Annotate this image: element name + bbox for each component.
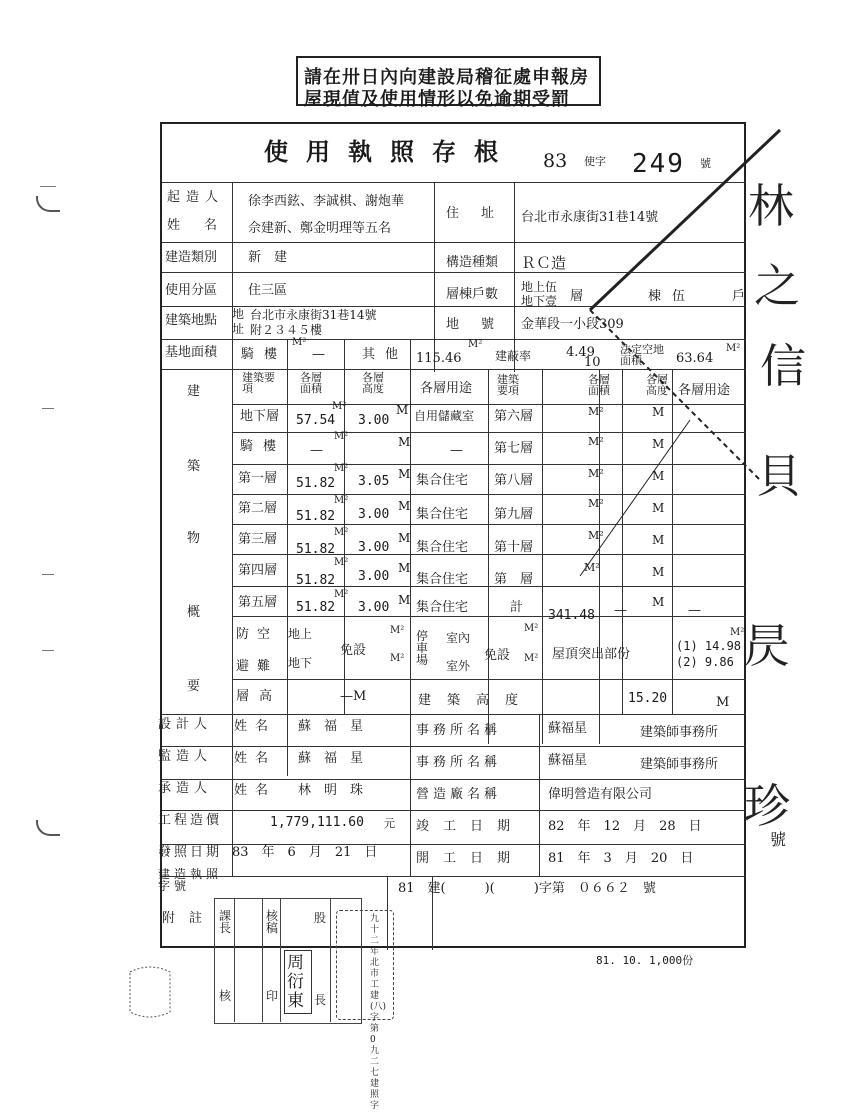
site-1: 台北市永康街31巷14號 — [250, 308, 377, 322]
diagonal-slash — [580, 420, 690, 579]
label-company: 營造廠名稱 — [416, 787, 502, 802]
roof-2: (2) 9.86 — [676, 655, 734, 669]
dash: — — [688, 603, 701, 618]
park-value: 免設 — [484, 648, 511, 663]
bldg-height: 15.20 — [628, 691, 668, 706]
f1-height: 3.05 — [358, 474, 390, 489]
cost-yuan: 元 — [384, 817, 395, 830]
signoff-approve: 核 — [219, 989, 232, 1003]
unit-m: M — [652, 565, 665, 579]
unit-m: M — [398, 435, 411, 449]
label-issue-date: 發照日期 — [158, 845, 223, 860]
label-office: 事務所名稱 — [416, 723, 502, 738]
label-build-type: 建造類別 — [165, 250, 218, 265]
label-roof: 屋頂突出部份 — [552, 647, 631, 662]
label-items-1: 建 — [187, 384, 201, 399]
label-name: 姓名 — [234, 719, 277, 734]
header-use-right: 各層用途 — [678, 383, 731, 398]
unit-m2: M² — [334, 557, 349, 568]
floors-wu: 伍 — [672, 289, 686, 304]
chief-seal-name: 周衍東 — [287, 953, 304, 1011]
f4-area: 51.82 — [296, 573, 336, 588]
applicant-names-1: 徐李西鉉、李誠棋、謝炮華 — [248, 194, 405, 209]
label-open-space: 法定空地面積 — [620, 343, 664, 367]
unit-m2: M² — [588, 405, 604, 418]
lot: 金華段一小段309 — [521, 317, 624, 332]
unit-m2: M² — [334, 527, 349, 538]
floors-dong: 棟 — [648, 289, 662, 304]
row-f7: 第七層 — [494, 441, 534, 456]
row-basement: 地下層 — [240, 409, 280, 424]
build-type: 新 建 — [248, 250, 288, 265]
coverage-2: 10 — [584, 355, 601, 370]
unit-m2: M² — [588, 497, 604, 510]
row-arcade: 騎樓 — [240, 439, 287, 454]
roof-1: (1) 14.98 — [676, 639, 742, 653]
completion-date: 82 年 12 月 28 日 — [548, 819, 702, 834]
unit-m: M — [398, 561, 411, 575]
unit-m2: M² — [334, 431, 349, 442]
label-start: 開工日期 — [416, 851, 525, 866]
signoff-print: 印 — [266, 989, 279, 1003]
unit-m: M — [652, 437, 665, 451]
form-footer: 81. 10. 1,000份 — [596, 954, 694, 967]
label-air-raid-2: 避難 — [236, 659, 279, 674]
unit-m: M — [652, 595, 665, 609]
zone: 住三區 — [248, 283, 288, 298]
unit-m2: M² — [730, 627, 745, 638]
supervisor-office-suffix: 建築師事務所 — [640, 757, 719, 772]
row-f9: 第九層 — [494, 507, 534, 522]
f5-height: 3.00 — [358, 600, 390, 615]
label-land-area: 基地面積 — [165, 345, 218, 360]
arcade-use: — — [450, 443, 463, 458]
row-f10: 第十層 — [494, 540, 534, 555]
label-coverage: 建蔽率 — [495, 349, 532, 363]
cost: 1,779,111.60 — [270, 815, 364, 830]
label-air-raid-1: 防空 — [236, 627, 279, 642]
label-bldg-height: 建築高度 — [418, 693, 535, 708]
unit-m2: M² — [334, 589, 349, 600]
arcade-value: — — [312, 347, 325, 362]
label-applicant-1: 起造人 — [167, 190, 225, 205]
start-date: 81 年 3 月 20 日 — [548, 851, 694, 866]
f2-use: 集合住宅 — [416, 507, 469, 522]
unit-m: M — [398, 531, 411, 545]
row-f4: 第四層 — [238, 563, 278, 578]
label-site: 建築地點 — [165, 313, 218, 328]
label-storey-height: 層高 — [236, 689, 283, 704]
unit-m2: M² — [390, 625, 405, 636]
dash: — — [614, 603, 627, 618]
floors-hu: 戶 — [732, 289, 746, 304]
handwriting-6: 號 — [770, 830, 787, 849]
label-completion: 竣工日期 — [416, 819, 525, 834]
handwriting-5: 珍 — [744, 779, 790, 833]
signoff-chief: 長 — [314, 993, 327, 1007]
designer-office-suffix: 建築師事務所 — [640, 725, 719, 740]
contractor-name: 林 明 珠 — [298, 783, 364, 798]
label-applicant-2: 姓名 — [167, 218, 242, 233]
unit-m2: M² — [390, 653, 405, 664]
label-office: 事務所名稱 — [416, 755, 502, 770]
handwriting-7: 昃 — [744, 619, 790, 673]
handwriting-4: 貝 — [756, 449, 802, 503]
unit-m: M — [652, 533, 665, 547]
coverage: 4.49 — [566, 345, 595, 360]
supervisor-name: 蘇 福 星 — [298, 751, 364, 766]
unit-m2: M² — [334, 495, 349, 506]
punch-tick — [42, 574, 54, 575]
label-structure: 構造種類 — [446, 255, 499, 270]
label-other: 其他 — [362, 347, 409, 362]
total-area: 341.48 — [548, 608, 595, 623]
address: 台北市永康街31巷14號 — [521, 210, 659, 225]
label-items-4: 概 — [187, 605, 201, 620]
label-outdoor: 室外 — [446, 659, 471, 673]
diagonal-slash — [590, 130, 780, 310]
punch-tick — [40, 186, 56, 187]
unit-m: M — [396, 403, 409, 417]
designer-name: 蘇 福 星 — [298, 719, 364, 734]
unit-m2: M² — [588, 529, 604, 542]
unit-m2: M² — [524, 653, 539, 664]
unit-m2: M² — [332, 401, 347, 412]
designer-office: 蘇福星 — [548, 721, 588, 736]
row-fn: 第 層 — [494, 572, 534, 587]
permit-number: 249 — [632, 149, 685, 179]
f5-area: 51.82 — [296, 600, 336, 615]
floors-below: 地下壹 — [521, 294, 558, 308]
unit-m: M — [398, 593, 411, 607]
header-height-right: 各層高度 — [646, 373, 668, 397]
permit-hao: 號 — [700, 157, 711, 170]
site-2: 附２３４５樓 — [250, 323, 323, 337]
label-lot: 地號 — [446, 317, 517, 332]
issue-date: 83 年 6 月 21 日 — [232, 845, 378, 860]
header-height: 各層高度 — [362, 371, 384, 395]
site-di: 地 — [232, 307, 245, 321]
f3-use: 集合住宅 — [416, 540, 469, 555]
basement-height: 3.00 — [358, 413, 390, 428]
row-total: 計 — [510, 600, 524, 615]
supervisor-office: 蘇福星 — [548, 753, 588, 768]
structure: ＲＣ造 — [521, 254, 567, 272]
label-designer: 設計人 — [158, 717, 213, 732]
handwriting-1: 林 — [748, 179, 794, 233]
notice-line-1: 請在卅日內向建設局稽征處申報房 — [304, 67, 589, 88]
unit-m2: M² — [726, 343, 741, 354]
site-zhi: 址 — [232, 322, 245, 336]
floors-above: 地上伍 — [521, 280, 558, 294]
label-floors-units: 層棟戶數 — [446, 287, 499, 302]
label-items-3: 物 — [187, 531, 201, 546]
stray-stamp — [130, 967, 170, 1017]
label-indoor: 室內 — [446, 631, 471, 645]
date-stamp-text: 九十二年 北市工建(八)字第0九二七建照字 — [370, 914, 387, 1111]
row-f2: 第二層 — [238, 501, 278, 516]
f5-use: 集合住宅 — [416, 600, 469, 615]
open-space: 63.64 — [676, 351, 714, 366]
f2-area: 51.82 — [296, 509, 336, 524]
header-items-right: 建築要項 — [497, 373, 519, 397]
row-f3: 第三層 — [238, 532, 278, 547]
floors-ceng: 層 — [570, 289, 584, 304]
header-items: 建築要項 — [242, 371, 275, 395]
permit-ref: 81 建( )( )字第 ０６６２ 號 — [398, 881, 656, 896]
row-f1: 第一層 — [238, 471, 278, 486]
signoff-unit: 股 — [314, 911, 327, 925]
label-items-5: 要 — [187, 679, 201, 694]
unit-m2: M² — [588, 467, 604, 480]
label-parking: 停車場 — [416, 629, 429, 667]
arcade-area: — — [310, 443, 323, 458]
unit-m2: M² — [584, 561, 600, 574]
header-use: 各層用途 — [420, 381, 473, 396]
row-f5: 第五層 — [238, 595, 278, 610]
air-above: 地上 — [288, 627, 313, 641]
unit-m2: M² — [524, 623, 539, 634]
basement-area: 57.54 — [296, 413, 336, 428]
f3-height: 3.00 — [358, 540, 390, 555]
label-cost: 工程造價 — [158, 813, 223, 828]
punch-tick — [42, 650, 54, 651]
label-items-2: 築 — [187, 459, 201, 474]
storey-height: —M — [340, 689, 367, 704]
permit-year: 83 — [543, 150, 568, 172]
diagonal-slash — [590, 310, 760, 483]
air-value: 免設 — [340, 643, 367, 658]
signoff-label-1: 課長 — [219, 909, 232, 935]
label-supervisor: 監造人 — [158, 749, 213, 764]
header-area: 各層面積 — [300, 371, 322, 395]
label-contractor: 承造人 — [158, 781, 213, 796]
basement-use: 自用儲藏室 — [414, 409, 475, 423]
row-f8: 第八層 — [494, 473, 534, 488]
unit-m2: M² — [334, 463, 349, 474]
header-area-right: 各層面積 — [588, 373, 610, 397]
label-zone: 使用分區 — [165, 283, 218, 298]
unit-m2: M² — [588, 435, 604, 448]
notice-line-2: 屋現值及使用情形以免逾期受罰 — [304, 89, 570, 110]
f3-area: 51.82 — [296, 542, 336, 557]
unit-m: M — [398, 467, 411, 481]
unit-m: M — [398, 499, 411, 513]
f2-height: 3.00 — [358, 507, 390, 522]
other-value: 115.46 — [416, 351, 462, 366]
unit-m: M — [652, 469, 665, 483]
unit-m: M — [716, 695, 730, 710]
f4-use: 集合住宅 — [416, 572, 469, 587]
unit-m2: M² — [292, 337, 307, 348]
label-name: 姓名 — [234, 751, 277, 766]
label-address: 住址 — [446, 206, 517, 221]
unit-m: M — [652, 405, 665, 419]
label-arcade: 騎樓 — [241, 347, 288, 362]
punch-tick — [42, 408, 54, 409]
contractor-company: 偉明營造有限公司 — [548, 787, 653, 802]
applicant-names-2: 佘建新、鄭金明理等五名 — [248, 221, 392, 236]
permit-char: 使字 — [584, 155, 606, 168]
unit-m: M — [652, 501, 665, 515]
label-permit-no: 建造執照字號 — [158, 867, 223, 893]
signoff-check: 核稿 — [266, 909, 279, 935]
f1-area: 51.82 — [296, 476, 336, 491]
f1-use: 集合住宅 — [416, 473, 469, 488]
air-below: 地下 — [288, 656, 313, 670]
handwriting-3: 信 — [760, 339, 806, 393]
row-f6: 第六層 — [494, 409, 534, 424]
label-notes: 附註 — [162, 911, 217, 926]
f4-height: 3.00 — [358, 569, 390, 584]
unit-m2: M² — [468, 339, 483, 350]
handwriting-2: 之 — [754, 259, 800, 313]
label-name: 姓名 — [234, 783, 277, 798]
form-title: 使用執照存根 — [264, 137, 516, 166]
